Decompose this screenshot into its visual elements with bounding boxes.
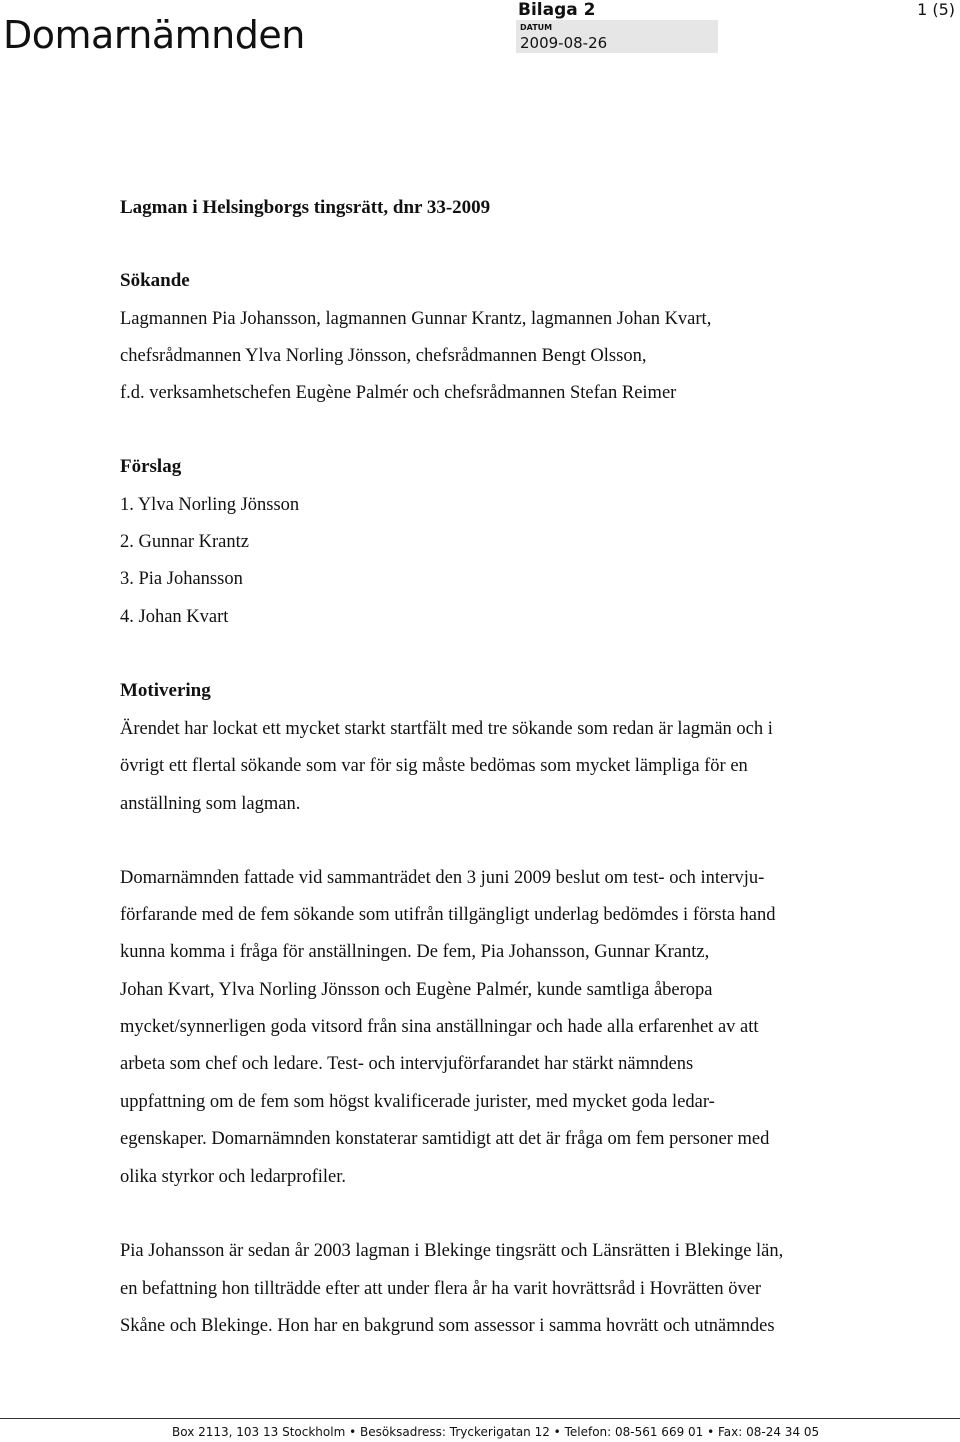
paragraph-line: arbeta som chef och ledare. Test- och intervjuförfarandet har stärkt nämndens bbox=[120, 1054, 694, 1074]
paragraph-line: mycket/synnerligen goda vitsord från sina anställningar och hade alla erfarenhet av att bbox=[120, 1017, 759, 1037]
date-box bbox=[516, 20, 718, 53]
forslag-item: 3. Pia Johansson bbox=[120, 569, 243, 589]
sokande-line: chefsrådmannen Ylva Norling Jönsson, chefsrådmannen Bengt Olsson, bbox=[120, 346, 647, 366]
paragraph-line: Pia Johansson är sedan år 2003 lagman i Blekinge tingsrätt och Länsrätten i Blekinge län, bbox=[120, 1241, 784, 1261]
sokande-line: Lagmannen Pia Johansson, lagmannen Gunnar Krantz, lagmannen Johan Kvart, bbox=[120, 309, 712, 329]
sokande-line: f.d. verksamhetschefen Eugène Palmér och chefsrådmannen Stefan Reimer bbox=[120, 383, 677, 403]
paragraph-line: Johan Kvart, Ylva Norling Jönsson och Eugène Palmér, kunde samtliga åberopa bbox=[120, 980, 713, 1000]
footer-address: Box 2113, 103 13 Stockholm • Besöksadress: Tryckerigatan 12 • Telefon: 08-561 669 01 • Fax: 08-24 34 05 bbox=[172, 1425, 820, 1439]
forslag-item: 2. Gunnar Krantz bbox=[120, 532, 249, 552]
paragraph-line: Skåne och Blekinge. Hon har en bakgrund som assessor i samma hovrätt och utnämndes bbox=[120, 1316, 775, 1336]
paragraph-line: en befattning hon tillträdde efter att under flera år ha varit hovrättsråd i Hovrätten över bbox=[120, 1279, 762, 1299]
organization-name: Domarnämnden bbox=[3, 13, 305, 57]
motivering-heading: Motivering bbox=[120, 680, 211, 701]
paragraph-line: olika styrkor och ledarprofiler. bbox=[120, 1167, 347, 1187]
forslag-item: 1. Ylva Norling Jönsson bbox=[120, 495, 300, 515]
paragraph-line: förfarande med de fem sökande som utifrån tillgängligt underlag bedömdes i första hand bbox=[120, 905, 776, 925]
paragraph-line: uppfattning om de fem som högst kvalificerade jurister, med mycket goda ledar- bbox=[120, 1092, 715, 1112]
paragraph-line: kunna komma i fråga för anställningen. De fem, Pia Johansson, Gunnar Krantz, bbox=[120, 942, 710, 962]
paragraph-line: Domarnämnden fattade vid sammanträdet den 3 juni 2009 beslut om test- och intervju- bbox=[120, 868, 765, 888]
paragraph-line: anställning som lagman. bbox=[120, 794, 301, 814]
date-label: DATUM bbox=[520, 23, 553, 32]
paragraph-line: Ärendet har lockat ett mycket starkt startfält med tre sökande som redan är lagmän och i bbox=[120, 719, 773, 739]
paragraph-line: övrigt ett flertal sökande som var för sig måste bedömas som mycket lämpliga för en bbox=[120, 756, 748, 776]
document-title: Lagman i Helsingborgs tingsrätt, dnr 33-2009 bbox=[120, 197, 491, 218]
paragraph-line: egenskaper. Domarnämnden konstaterar samtidigt att det är fråga om fem personer med bbox=[120, 1129, 770, 1149]
attachment-label: Bilaga 2 bbox=[518, 0, 596, 20]
page-number: 1 (5) bbox=[917, 0, 955, 19]
date-value: 2009-08-26 bbox=[520, 34, 608, 52]
forslag-item: 4. Johan Kvart bbox=[120, 607, 229, 627]
forslag-heading: Förslag bbox=[120, 456, 182, 477]
footer-divider bbox=[0, 1418, 960, 1419]
sokande-heading: Sökande bbox=[120, 270, 190, 291]
